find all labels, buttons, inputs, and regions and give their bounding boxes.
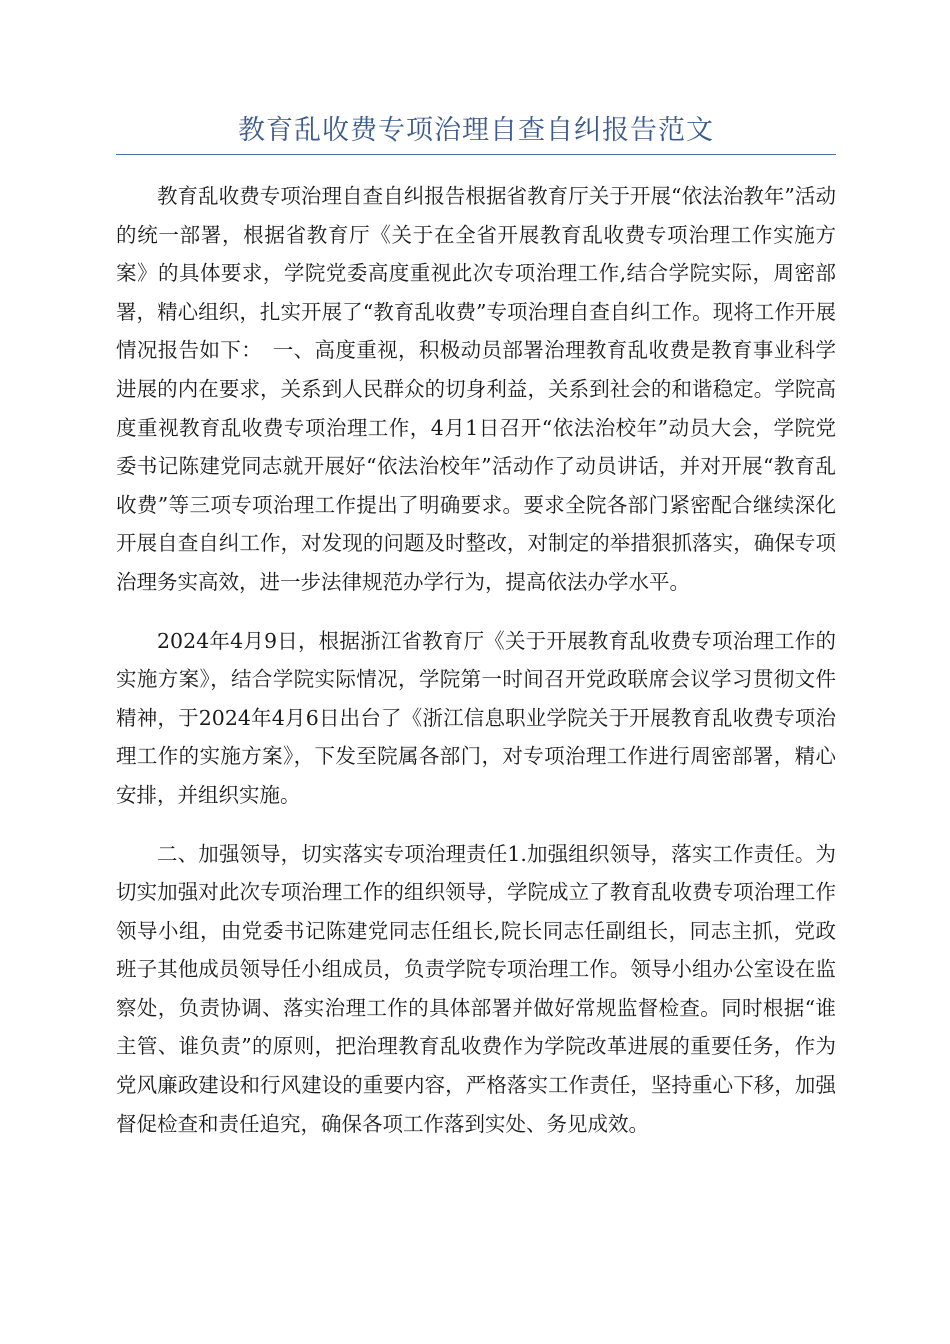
document-page [116, 112, 836, 1163]
document-title: 教育乱收费专项治理自查自纠报告范文 [238, 115, 714, 146]
paragraph-1: 教育乱收费专项治理自查自纠报告根据省教育厅关于开展“依法治教年”活动的统一部署，根据省教育厅《关于在全省开展教育乱收费专项治理工作实施方案》的具体要求，学院党委高度重视此次专项治理工作,结合学院实际，周密部署，精心组织，扎实开展了“教育乱收费”专项治理自查自纠工作。现将工作开展情况报告如下： 一、高度重视，积极动员部署治理教育乱收费是教育事业科学进展的内在要求，关系到人民群众的切身利益，关系到社会的和谐稳定。学院高度重视教育乱收费专项治理工作，4月1日召开“依法治校年”动员大会，学院党委书记陈建党同志就开展好“依法治校年”活动作了动员讲话，并对开展“教育乱收费”等三项专项治理工作提出了明确要求。要求全院各部门紧密配合继续深化开展自查自纠工作，对发现的问题及时整改，对制定的举措狠抓落实，确保专项治理务实高效，进一步法律规范办学行为，提高依法办学水平。 [116, 184, 836, 594]
paragraph-2: 2024年4月9日，根据浙江省教育厅《关于开展教育乱收费专项治理工作的实施方案》，结合学院实际情况，学院第一时间召开党政联席会议学习贯彻文件精神，于2024年4月6日出台了《浙江信息职业学院关于开展教育乱收费专项治理工作的实施方案》，下发至院属各部门，对专项治理工作进行周密部署，精心安排，并组织实施。 [116, 628, 836, 807]
paragraph-3: 二、加强领导，切实落实专项治理责任1.加强组织领导，落实工作责任。为切实加强对此次专项治理工作的组织领导，学院成立了教育乱收费专项治理工作领导小组，由党委书记陈建党同志任组长,院长同志任副组长，同志主抓，党政班子其他成员领导任小组成员，负责学院专项治理工作。领导小组办公室设在监察处，负责协调、落实治理工作的具体部署并做好常规监督检查。同时根据“谁主管、谁负责”的原则，把治理教育乱收费作为学院改革进展的重要任务，作为党风廉政建设和行风建设的重要内容，严格落实工作责任，坚持重心下移，加强督促检查和责任追究，确保各项工作落到实处、务见成效。 [116, 841, 836, 1136]
title-underline [116, 154, 836, 155]
